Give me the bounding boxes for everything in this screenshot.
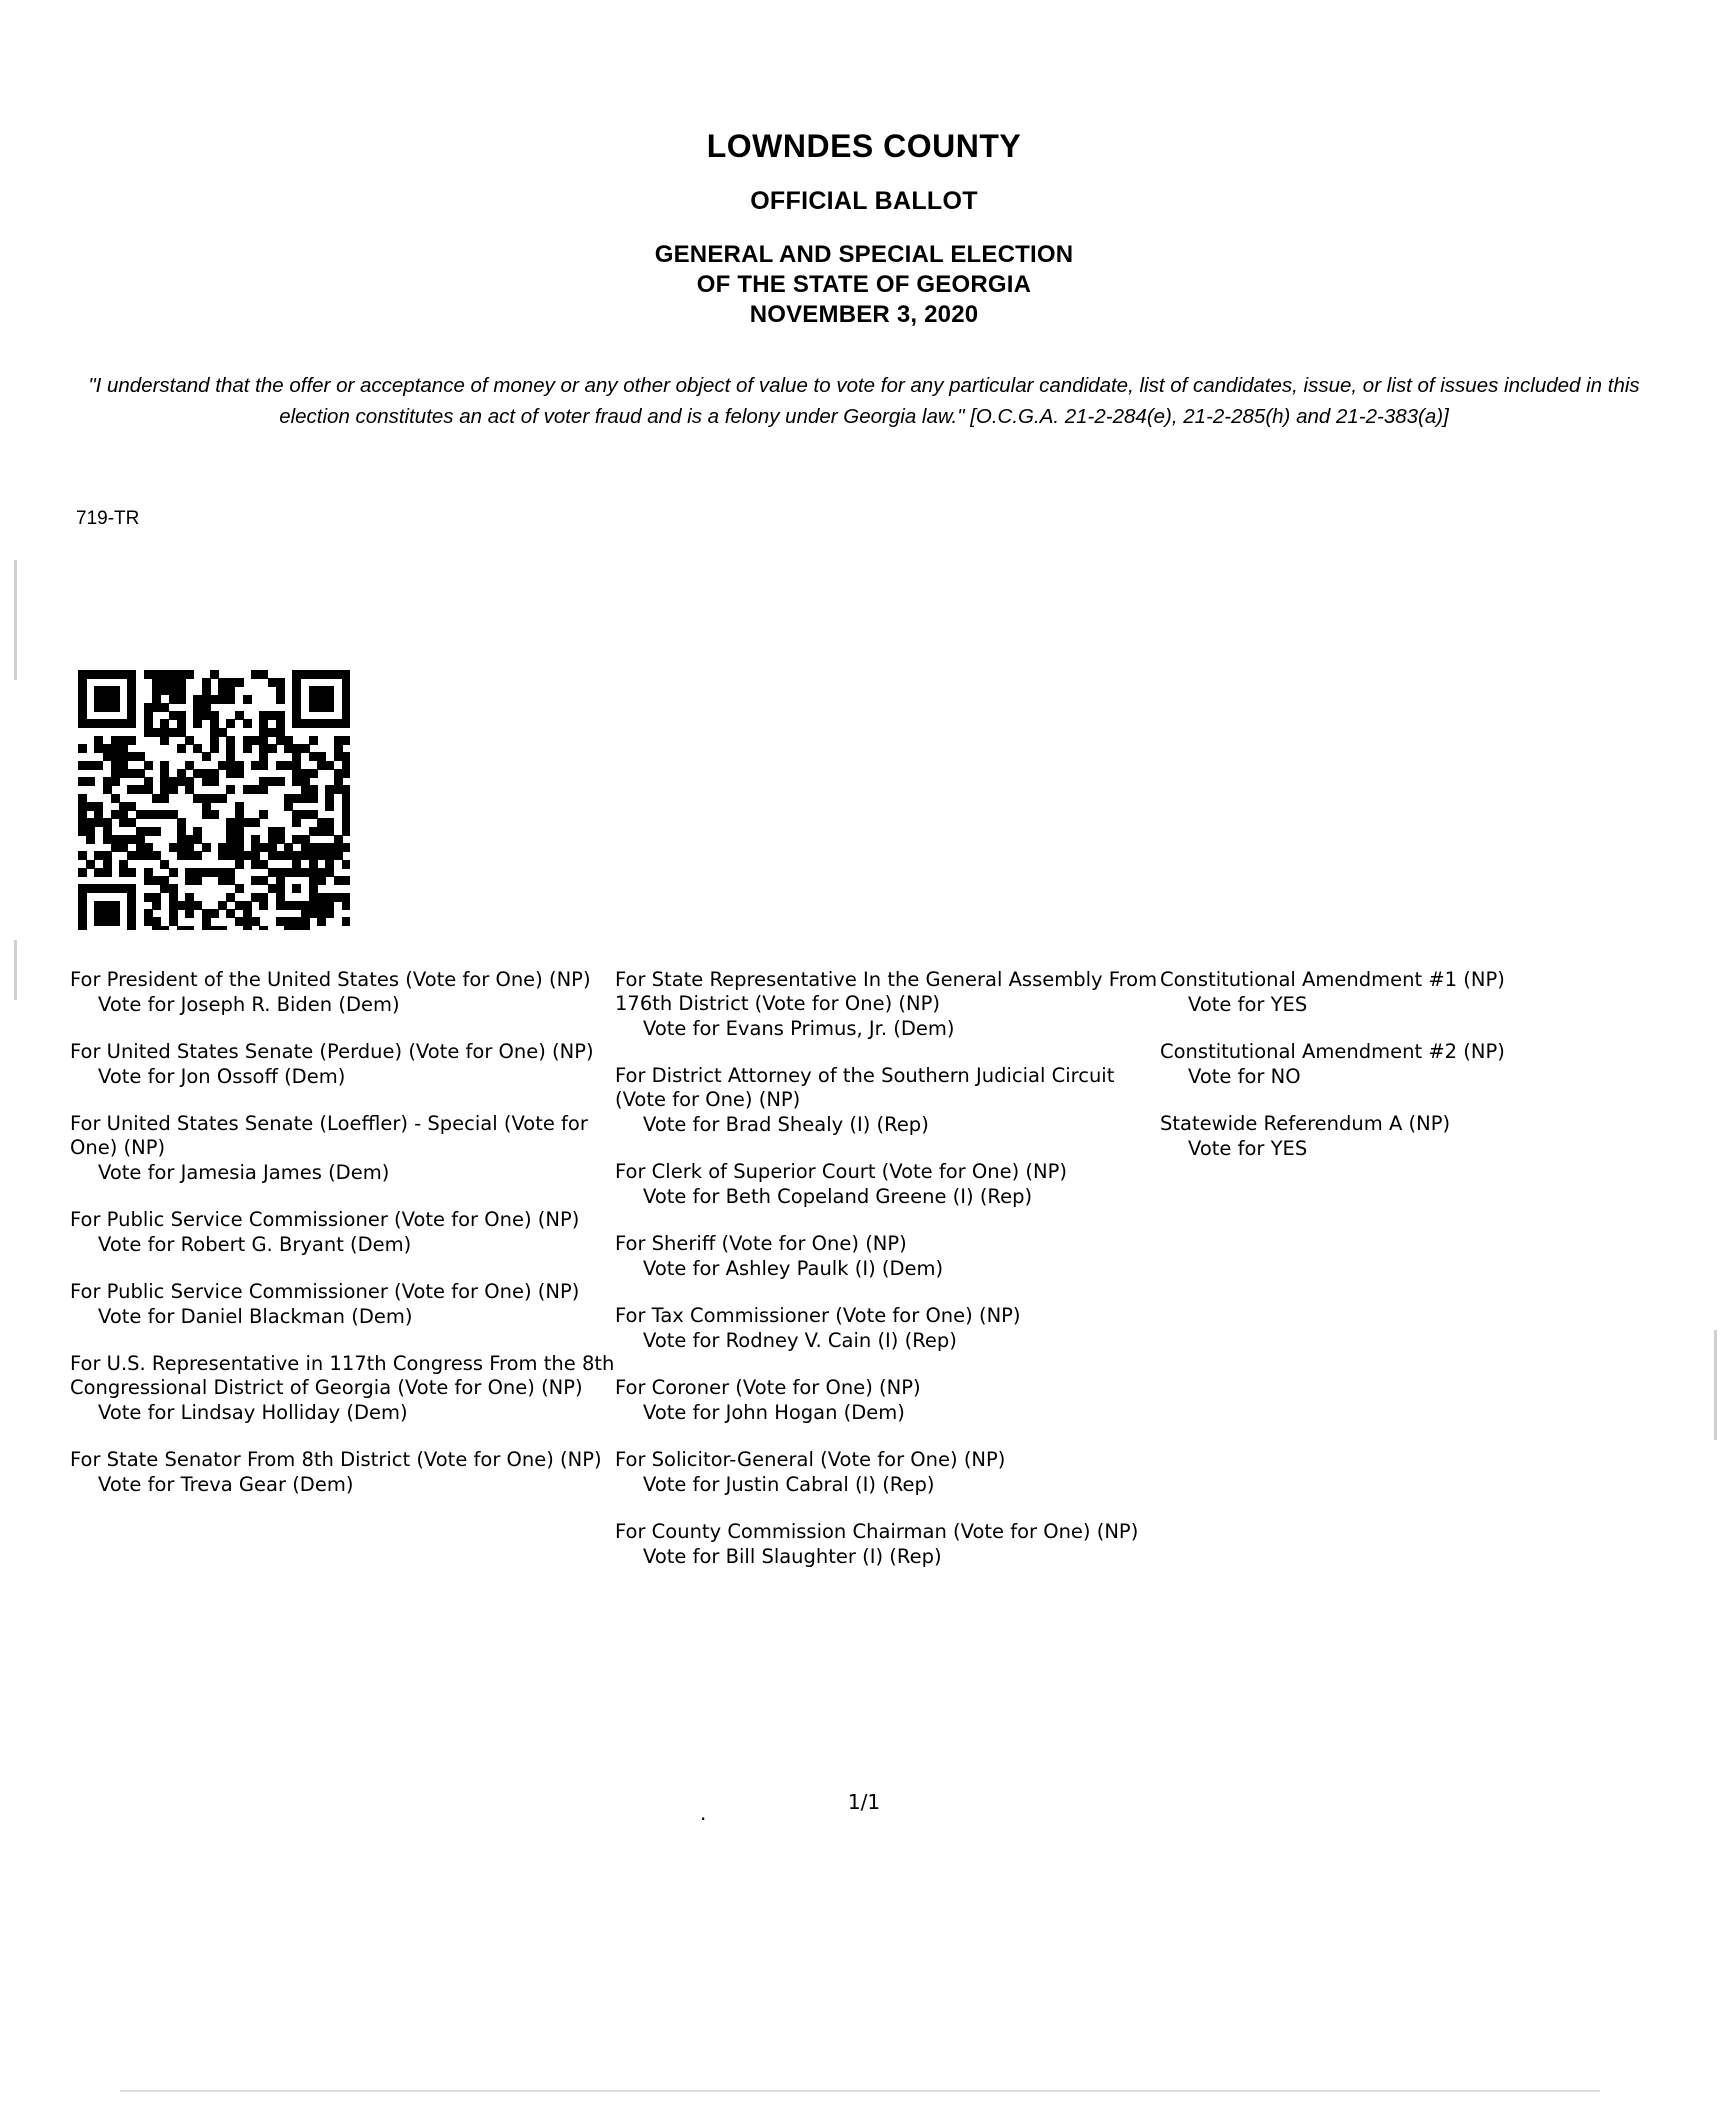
contest-block <box>1160 1112 1650 1161</box>
contest-block <box>615 1304 1160 1353</box>
contest-selection: Vote for YES <box>1188 1137 1308 1160</box>
contest-selection: Vote for Treva Gear (Dem) <box>98 1473 354 1496</box>
contest-column-2 <box>615 968 1160 1592</box>
contest-block <box>615 1376 1160 1425</box>
contest-selection: Vote for NO <box>1188 1065 1301 1088</box>
contest-block <box>615 1448 1160 1497</box>
contest-columns <box>70 968 1670 1592</box>
scan-edge-mark <box>120 2090 1600 2092</box>
contest-title: For State Representative In the General Assembly From 176th District (Vote for One) (NP) <box>615 968 1158 1015</box>
contest-block <box>70 1112 615 1185</box>
contest-title: For Solicitor-General (Vote for One) (NP) <box>615 1448 1006 1471</box>
contest-title: For Public Service Commissioner (Vote for One) (NP) <box>70 1280 580 1303</box>
voter-oath-text: "I understand that the offer or acceptance of money or any other object of value to vote for any particular candidate, list of candidates, issue, or list of issues included in this election constitutes an act of voter fraud and is a felony under Georgia law." [O.C.G.A. 21-2-284(e), 21-2-285(h) and 21-2-383(a)] <box>88 374 1640 428</box>
contest-selection: Vote for Brad Shealy (I) (Rep) <box>643 1113 929 1136</box>
scan-edge-mark <box>1714 1330 1717 1440</box>
ballot-header <box>0 128 1728 330</box>
contest-selection: Vote for Joseph R. Biden (Dem) <box>98 993 400 1016</box>
contest-title: For District Attorney of the Southern Judicial Circuit (Vote for One) (NP) <box>615 1064 1115 1111</box>
contest-title: For United States Senate (Loeffler) - Special (Vote for One) (NP) <box>70 1112 588 1159</box>
contest-block <box>1160 968 1650 1017</box>
contest-selection: Vote for Evans Primus, Jr. (Dem) <box>643 1017 955 1040</box>
contest-title: For Sheriff (Vote for One) (NP) <box>615 1232 907 1255</box>
contest-selection: Vote for Jamesia James (Dem) <box>98 1161 390 1184</box>
scan-edge-mark <box>14 560 17 680</box>
contest-title: Constitutional Amendment #1 (NP) <box>1160 968 1505 991</box>
contest-selection: Vote for Bill Slaughter (I) (Rep) <box>643 1545 942 1568</box>
contest-selection: Vote for Justin Cabral (I) (Rep) <box>643 1473 935 1496</box>
contest-title: For Tax Commissioner (Vote for One) (NP) <box>615 1304 1021 1327</box>
contest-title: For President of the United States (Vote for One) (NP) <box>70 968 591 991</box>
election-title-line2: OF THE STATE OF GEORGIA <box>696 271 1032 298</box>
county-title: LOWNDES COUNTY <box>706 128 1022 164</box>
contest-title: For Clerk of Superior Court (Vote for One) (NP) <box>615 1160 1067 1183</box>
contest-block <box>615 968 1160 1041</box>
contest-title: Statewide Referendum A (NP) <box>1160 1112 1451 1135</box>
contest-title: For Coroner (Vote for One) (NP) <box>615 1376 921 1399</box>
contest-title: For U.S. Representative in 117th Congress From the 8th Congressional District of Georgia (Vote for One) (NP) <box>70 1352 615 1399</box>
contest-column-1 <box>70 968 615 1520</box>
stray-mark: . <box>700 1801 707 1825</box>
contest-block <box>615 1232 1160 1281</box>
contest-selection: Vote for Lindsay Holliday (Dem) <box>98 1401 408 1424</box>
contest-block <box>70 1208 615 1257</box>
contest-block <box>615 1064 1160 1137</box>
contest-block <box>1160 1040 1650 1089</box>
contest-block <box>70 968 615 1017</box>
contest-column-3 <box>1160 968 1650 1184</box>
ballot-type-title: OFFICIAL BALLOT <box>750 187 978 215</box>
contest-selection: Vote for Beth Copeland Greene (I) (Rep) <box>643 1185 1033 1208</box>
contest-selection: Vote for Rodney V. Cain (I) (Rep) <box>643 1329 957 1352</box>
contest-title: Constitutional Amendment #2 (NP) <box>1160 1040 1505 1063</box>
contest-title: For County Commission Chairman (Vote for One) (NP) <box>615 1520 1139 1543</box>
ballot-id-label: 719-TR <box>76 508 140 529</box>
ballot-qr-code <box>78 670 350 930</box>
contest-selection: Vote for Jon Ossoff (Dem) <box>98 1065 346 1088</box>
election-date: NOVEMBER 3, 2020 <box>749 301 979 328</box>
election-title-line1: GENERAL AND SPECIAL ELECTION <box>654 241 1074 268</box>
contest-block <box>615 1160 1160 1209</box>
contest-selection: Vote for Ashley Paulk (I) (Dem) <box>643 1257 944 1280</box>
contest-block <box>70 1352 615 1425</box>
qr-code-icon <box>78 670 350 930</box>
contest-selection: Vote for YES <box>1188 993 1308 1016</box>
contest-selection: Vote for Robert G. Bryant (Dem) <box>98 1233 412 1256</box>
contest-selection: Vote for John Hogan (Dem) <box>643 1401 905 1424</box>
contest-block <box>70 1280 615 1329</box>
contest-title: For State Senator From 8th District (Vote for One) (NP) <box>70 1448 602 1471</box>
contest-block <box>615 1520 1160 1569</box>
contest-selection: Vote for Daniel Blackman (Dem) <box>98 1305 413 1328</box>
contest-block <box>70 1040 615 1089</box>
scan-edge-mark <box>14 940 17 1000</box>
contest-title: For United States Senate (Perdue) (Vote for One) (NP) <box>70 1040 594 1063</box>
page-number: 1/1 <box>847 1790 881 1814</box>
contest-block <box>70 1448 615 1497</box>
contest-title: For Public Service Commissioner (Vote for One) (NP) <box>70 1208 580 1231</box>
